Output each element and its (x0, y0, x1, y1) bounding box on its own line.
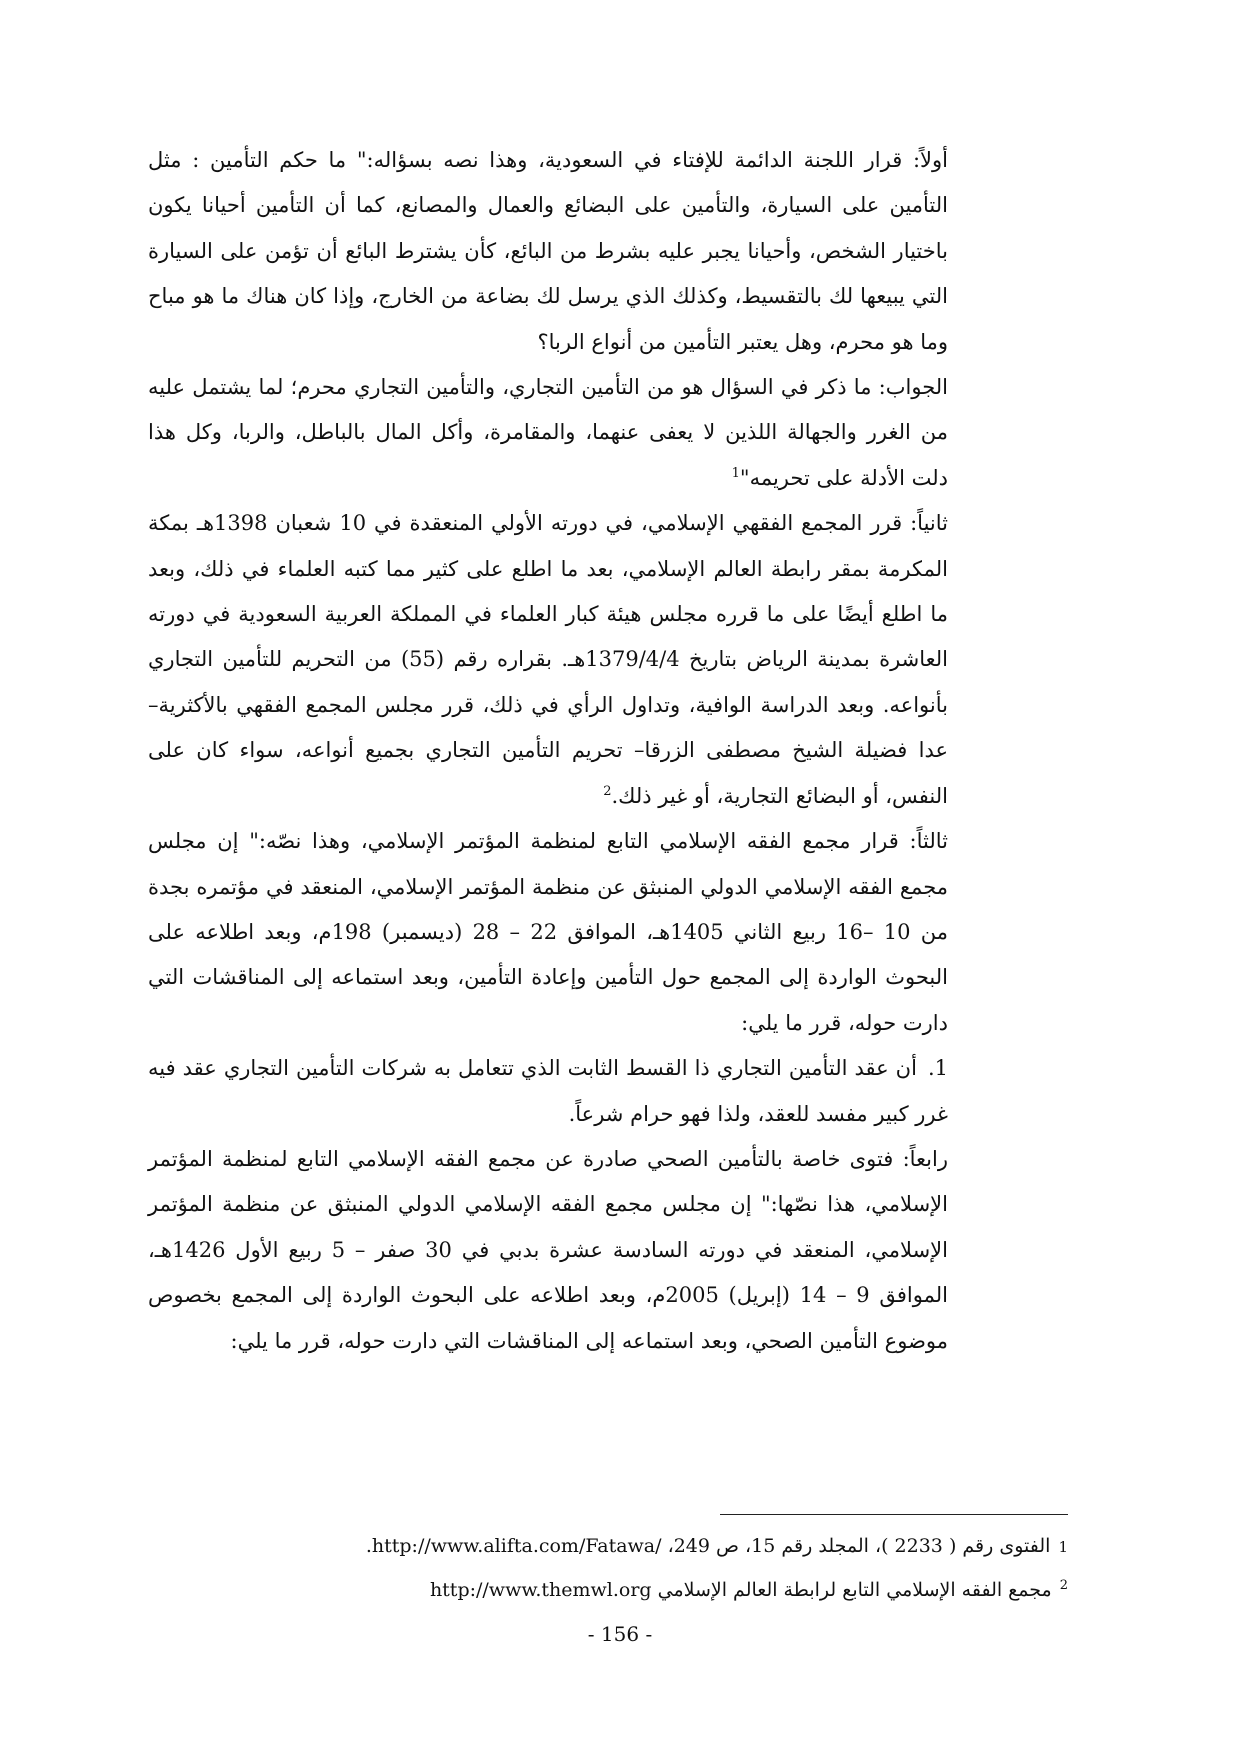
item-number: 1. (927, 1056, 948, 1081)
footnote-number: 2 (1059, 1577, 1068, 1593)
paragraph-second-decision (148, 501, 948, 819)
paragraph-answer (148, 365, 948, 501)
footnote-1 (148, 1525, 1068, 1569)
footnote-text: الفتوى رقم ( 2233 )، المجلد رقم 15، ص 249، /http://www.alifta.com/Fatawa. (365, 1535, 1051, 1557)
paragraph-text: ثانياً: قرر المجمع الفقهي الإسلامي، في دورته الأولي المنعقدة في 10 شعبان 1398هـ بمكة المكرمة بمقر رابطة العالم الإسلامي، بعد ما اطلع على كثير مما كتبه العلماء في ذلك، وبعد ما اطلع أيضًا على ما قرره مجلس هيئة كبار العلماء في المملكة العربية السعودية في دورته العاشرة بمدينة الرياض بتاريخ 1379/4/4هـ. بقراره رقم (55) من التحريم للتأمين التجاري بأنواعه. وبعد الدراسة الوافية، وتداول الرأي في ذلك، قرر مجلس المجمع الفقهي بالأكثرية– عدا فضيلة الشيخ مصطفى الزرقا– تحريم التأمين التجاري بجميع أنواعه، سواء كان على النفس، أو البضائع التجارية، أو غير ذلك. (148, 511, 949, 808)
footnote-divider (720, 1514, 1068, 1515)
footnote-text: مجمع الفقه الإسلامي التابع لرابطة العالم الإسلامي http://www.themwl.org (429, 1579, 1052, 1601)
numbered-item-1 (148, 1046, 948, 1137)
footnote-ref-2[interactable]: 2 (603, 783, 612, 799)
footnote-ref-1[interactable]: 1 (731, 465, 740, 481)
paragraph-text: أولاً: قرار اللجنة الدائمة للإفتاء في السعودية، وهذا نصه بسؤاله:" ما حكم التأمين : مثل التأمين على السيارة، والتأمين على البضائع والعمال والمصانع، كما أن التأمين أحيانا يكون باختيار الشخص، وأحيانا يجبر عليه بشرط من البائع، كأن يشترط البائع أن تؤمن على السيارة التي يبيعها لك بالتقسيط، وكذلك الذي يرسل لك بضاعة من الخارج، وإذا كان هناك ما هو مباح وما هو محرم، وهل يعتبر التأمين من أنواع الربا؟ (148, 148, 948, 354)
paragraph-text: رابعاً: فتوى خاصة بالتأمين الصحي صادرة عن مجمع الفقه الإسلامي التابع لمنظمة المؤتمر الإسلامي، هذا نصّها:" إن مجلس مجمع الفقه الإسلامي الدولي المنبثق عن منظمة المؤتمر الإسلامي، المنعقد في دورته السادسة عشرة بدبي في 30 صفر – 5 ربيع الأول 1426هـ، الموافق 9 – 14 (إبريل) 2005م، وبعد اطلاعه على البحوث الواردة إلى المجمع بخصوص موضوع التأمين الصحي، وبعد استماعه إلى المناقشات التي دارت حوله، قرر ما يلي: (148, 1146, 948, 1353)
body-text (148, 138, 948, 1364)
paragraph-fourth-fatwa (148, 1137, 948, 1364)
footnotes (148, 1525, 1068, 1612)
paragraph-first-fatwa (148, 138, 948, 365)
paragraph-text: ثالثاً: قرار مجمع الفقه الإسلامي التابع لمنظمة المؤتمر الإسلامي، وهذا نصّه:" إن مجلس مجمع الفقه الإسلامي الدولي المنبثق عن منظمة المؤتمر الإسلامي، المنعقد في مؤتمره بجدة من 10 –16 ربيع الثاني 1405هـ، الموافق 22 – 28 (ديسمبر) 198م، وبعد اطلاعه على البحوث الواردة إلى المجمع حول التأمين وإعادة التأمين، وبعد استماعه إلى المناقشات التي دارت حوله، قرر ما يلي: (148, 829, 948, 1035)
footnote-number: 1 (1058, 1538, 1068, 1556)
footnote-2 (148, 1569, 1068, 1612)
paragraph-text: أن عقد التأمين التجاري ذا القسط الثابت الذي تتعامل به شركات التأمين التجاري عقد فيه غرر كبير مفسد للعقد، ولذا فهو حرام شرعاً. (148, 1056, 948, 1126)
paragraph-third-decision (148, 819, 948, 1046)
page-number: - 156 - (587, 1622, 653, 1646)
paragraph-text: الجواب: ما ذكر في السؤال هو من التأمين التجاري، والتأمين التجاري محرم؛ لما يشتمل عليه من الغرر والجهالة اللذين لا يعفى عنهما، والمقامرة، وأكل المال بالباطل، والربا، وكل هذا دلت الأدلة على تحريمه" (148, 375, 948, 490)
